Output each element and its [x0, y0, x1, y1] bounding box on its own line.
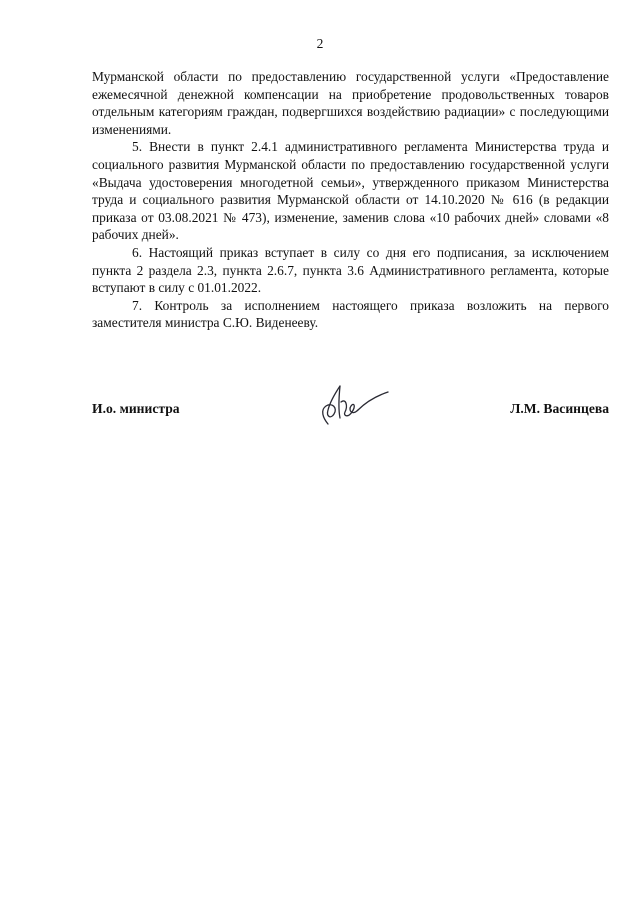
paragraph-item-6: 6. Настоящий приказ вступает в силу со дня его подписания, за исключением пункта 2 раздела 2.3, пункта 2.6.7, пункта 3.6 Административного регламента, которые вступают в силу с 01.01.2022. — [92, 244, 609, 296]
paragraph-item-5: 5. Внести в пункт 2.4.1 административного регламента Министерства труда и социального развития Мурманской области по предоставлению государственной услуги «Выдача удостоверения многодетной семьи», утвержденного приказом Министерства труда и социального развития Мурманской области от 14.10.2020 № 616 (в редакции приказа от 03.08.2021 № 473), изменение, заменив слова «10 рабочих дней» словами «8 рабочих дней». — [92, 139, 609, 243]
signatory-name: Л.М. Васинцева — [510, 401, 609, 416]
signature-block — [92, 394, 609, 434]
handwritten-signature — [314, 380, 394, 430]
signatory-position: И.о. министра — [92, 401, 180, 416]
page-number: 2 — [316, 36, 324, 51]
paragraph-continuation: Мурманской области по предоставлению государственной услуги «Предоставление ежемесячной денежной компенсации на приобретение продовольственных товаров отдельным категориям граждан, подвергшихся воздействию радиации» с последующими изменениями. — [92, 69, 609, 137]
document-body — [92, 68, 609, 332]
paragraph-item-7: 7. Контроль за исполнением настоящего приказа возложить на первого заместителя министра С.Ю. Виденееву. — [92, 297, 609, 331]
